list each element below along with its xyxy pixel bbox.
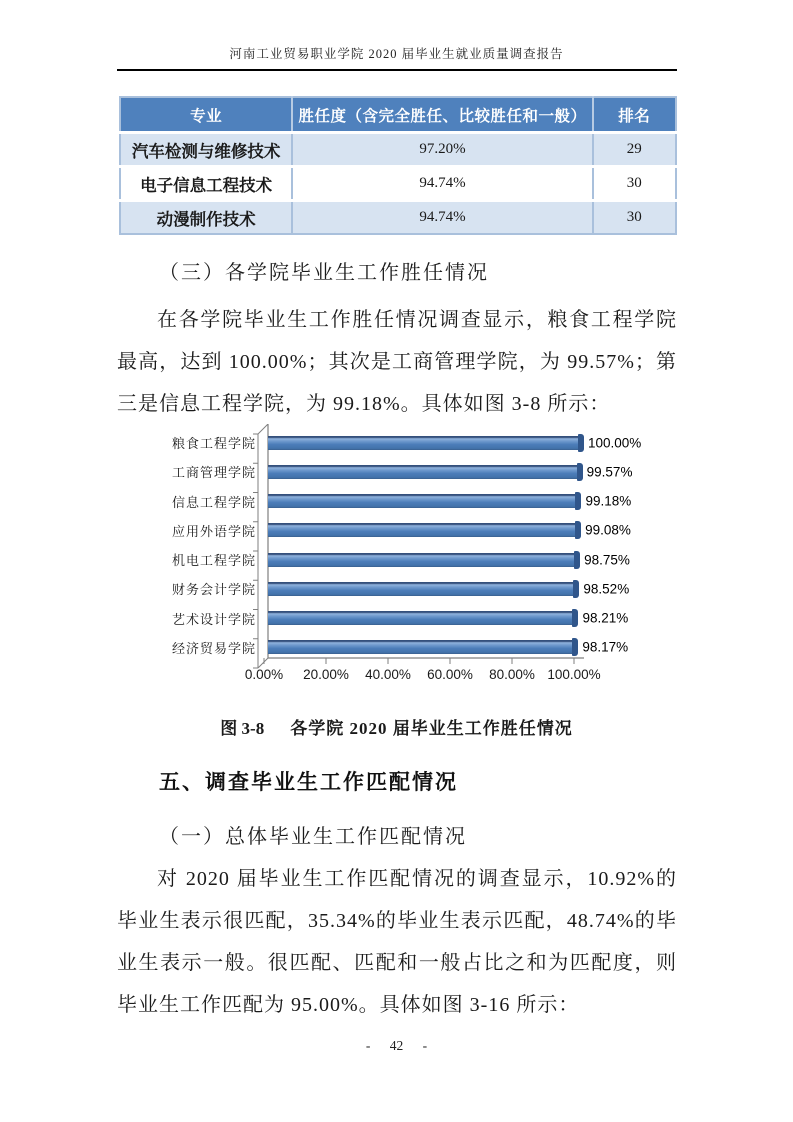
- page-number: - 42 -: [365, 1038, 428, 1053]
- chart-bar: [268, 553, 574, 567]
- competency-value-cell: 94.74%: [292, 201, 592, 235]
- chart-bar: [268, 523, 575, 537]
- rank-cell: 30: [593, 167, 676, 201]
- chart-row: [150, 428, 710, 457]
- x-axis-tick-label: 100.00%: [547, 667, 601, 682]
- paragraph-line: 三是信息工程学院，为 99.18%。具体如图 3-8 所示：: [117, 393, 611, 415]
- chart-bar: [268, 611, 572, 625]
- chart-bar-track: [268, 604, 629, 633]
- figure-title: 各学院 2020 届毕业生工作胜任情况: [290, 719, 573, 738]
- major-name-cell: 汽车检测与维修技术: [120, 133, 292, 167]
- chart-row: [150, 604, 710, 633]
- major-name-cell: 电子信息工程技术: [120, 167, 292, 201]
- chart-value-label: 98.52%: [583, 581, 630, 597]
- x-axis-labels: [150, 667, 710, 683]
- chart-row: [150, 487, 710, 516]
- table-column-header: 排名: [593, 97, 676, 133]
- chart-category-label: 信息工程学院: [171, 494, 256, 510]
- table-row: [120, 167, 676, 201]
- figure-caption: [0, 714, 793, 739]
- table-header-row: [120, 97, 676, 133]
- table-row: [120, 133, 676, 167]
- competency-value-cell: 94.74%: [292, 167, 592, 201]
- chart-category-label: 粮食工程学院: [171, 436, 256, 452]
- paragraph-line: 最高，达到 100.00%；其次是工商管理学院，为 99.57%；第: [117, 351, 677, 373]
- section-5-paragraph: [117, 858, 677, 1026]
- paragraph-line: 对 2020 届毕业生工作匹配情况的调查显示，10.92%的: [157, 868, 677, 890]
- table-column-header: 胜任度（含完全胜任、比较胜任和一般）: [292, 97, 592, 133]
- rank-cell: 30: [593, 201, 676, 235]
- chart-bar-track: [268, 516, 631, 545]
- x-axis-tick-label: 0.00%: [244, 667, 284, 682]
- competency-value-cell: 97.20%: [292, 133, 592, 167]
- chart-bar-track: [268, 487, 632, 516]
- rank-cell: 29: [593, 133, 676, 167]
- x-axis-tick-label: 80.00%: [489, 667, 535, 682]
- chart-rows: [150, 428, 710, 662]
- chart-bar-track: [268, 574, 630, 603]
- chart-bar: [268, 465, 577, 479]
- chart-category-label: 经济贸易学院: [171, 640, 256, 656]
- section-5-heading: 五、调查毕业生工作匹配情况: [159, 771, 458, 794]
- x-axis-tick-label: 40.00%: [365, 667, 411, 682]
- chart-category-label: 财务会计学院: [171, 582, 256, 598]
- major-name-cell: 动漫制作技术: [120, 201, 292, 235]
- paragraph-line: 毕业生表示很匹配，35.34%的毕业生表示匹配，48.74%的毕: [117, 910, 677, 932]
- chart-row: [150, 633, 710, 662]
- x-axis-tick-label: 20.00%: [303, 667, 349, 682]
- chart-value-label: 99.08%: [585, 522, 631, 538]
- chart-value-label: 98.17%: [582, 639, 629, 655]
- paragraph-line: 在各学院毕业生工作胜任情况调查显示，粮食工程学院: [157, 309, 677, 331]
- competency-table: [119, 96, 677, 235]
- chart-bar-track: [268, 428, 642, 457]
- chart-value-label: 99.18%: [585, 493, 632, 509]
- chart-category-label: 应用外语学院: [171, 523, 256, 539]
- section-3-heading: （三）各学院毕业生工作胜任情况: [159, 262, 489, 284]
- x-axis-tick-label: 60.00%: [427, 667, 473, 682]
- section-5-subheading: （一）总体毕业生工作匹配情况: [159, 826, 467, 848]
- bar-chart: [150, 424, 710, 700]
- table-row: [120, 201, 676, 235]
- chart-category-label: 艺术设计学院: [171, 611, 256, 627]
- paragraph-line: 业生表示一般。很匹配、匹配和一般占比之和为匹配度，则: [117, 952, 677, 974]
- paragraph-line: 毕业生工作匹配为 95.00%。具体如图 3-16 所示：: [117, 994, 580, 1016]
- figure-number: 图 3-8: [220, 719, 265, 738]
- chart-category-label: 工商管理学院: [171, 465, 256, 481]
- chart-bar-track: [268, 633, 629, 662]
- chart-row: [150, 516, 710, 545]
- chart-value-label: 99.57%: [586, 464, 633, 480]
- chart-bar: [268, 436, 578, 450]
- chart-bar-track: [268, 457, 633, 486]
- chart-category-label: 机电工程学院: [171, 553, 256, 569]
- chart-row: [150, 574, 710, 603]
- chart-value-label: 98.75%: [584, 552, 630, 568]
- chart-bar-track: [268, 545, 630, 574]
- header-rule: [117, 69, 677, 71]
- chart-value-label: 98.21%: [582, 610, 629, 626]
- running-header-title: 河南工业贸易职业学院 2020 届毕业生就业质量调查报告: [229, 47, 564, 61]
- chart-bar: [268, 582, 573, 596]
- chart-bar: [268, 640, 572, 654]
- chart-row: [150, 545, 710, 574]
- section-3-paragraph: [117, 299, 677, 425]
- table-column-header: 专业: [120, 97, 292, 133]
- chart-row: [150, 457, 710, 486]
- chart-value-label: 100.00%: [588, 435, 642, 451]
- chart-bar: [268, 494, 575, 508]
